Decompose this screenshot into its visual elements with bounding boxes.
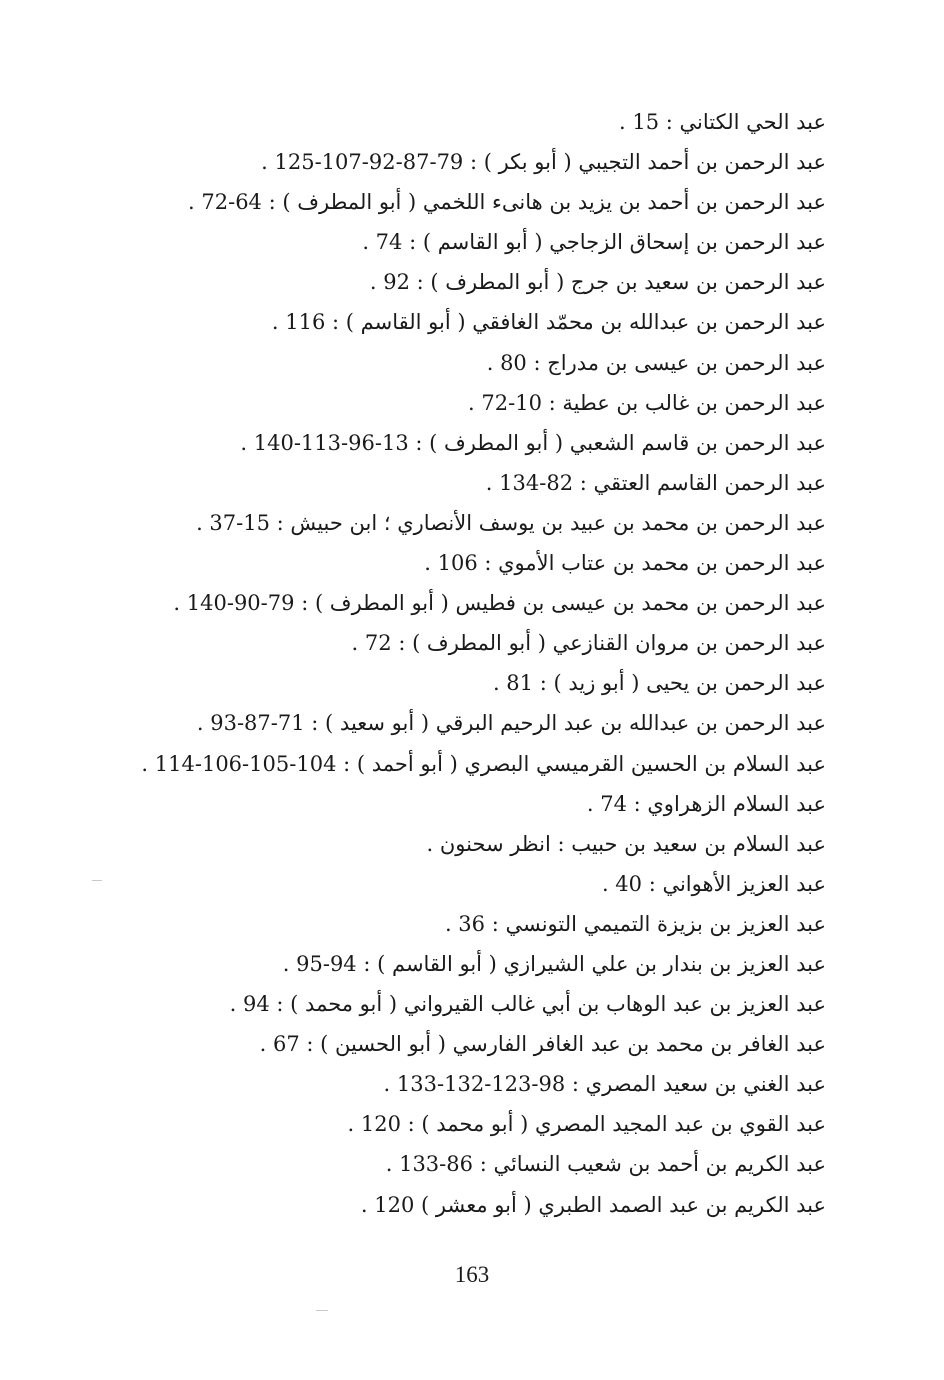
index-entry: عبد السلام الزهراوي : 74 . [586, 791, 826, 816]
margin-mark [316, 1310, 328, 1311]
index-entry: عبد الرحمن القاسم العتقي : 82-134 . [485, 470, 826, 495]
index-entry: عبد الرحمن بن عبدالله بن محمّد الغافقي ( أبو القاسم ) : 116 . [271, 310, 826, 335]
index-entry: عبد الرحمن بن محمد بن عيسى بن فطيس ( أبو المطرف ) : 79-90-140 . [173, 591, 826, 616]
index-entry: عبد الرحمن بن أحمد بن يزيد بن هانىء اللخمي ( أبو المطرف ) : 64-72 . [187, 190, 826, 215]
index-entry: عبد الرحمن بن عبدالله بن عبد الرحيم البرقي ( أبو سعيد ) : 71-87-93 . [196, 711, 826, 736]
index-entry: عبد الغني بن سعيد المصري : 98-123-132-133 . [383, 1072, 826, 1097]
index-entry: عبد الرحمن بن قاسم الشعبي ( أبو المطرف ) : 13-96-113-140 . [240, 430, 826, 455]
index-entry: عبد الرحمن بن مروان القنازعي ( أبو المطرف ) : 72 . [351, 631, 826, 656]
index-entry: عبد الكريم بن أحمد بن شعيب النسائي : 86-133 . [385, 1152, 826, 1177]
index-entry: عبد الرحمن بن محمد بن عتاب الأموي : 106 . [424, 551, 826, 576]
index-entry: عبد القوي بن عبد المجيد المصري ( أبو محمد ) : 120 . [347, 1112, 826, 1137]
index-entries [106, 102, 826, 1225]
index-entry: عبد العزيز بن بزيزة التميمي التونسي : 36 . [444, 911, 826, 936]
index-entry: عبد الرحمن بن عيسى بن مدراج : 80 . [486, 350, 826, 375]
index-entry: عبد الرحمن بن سعيد بن جرج ( أبو المطرف ) : 92 . [369, 270, 826, 295]
index-entry: عبد العزيز الأهواني : 40 . [601, 871, 826, 896]
index-entry: عبد الغافر بن محمد بن عبد الغافر الفارسي ( أبو الحسين ) : 67 . [259, 1032, 826, 1057]
index-entry: عبد السلام بن سعيد بن حبيب : انظر سحنون . [426, 831, 826, 856]
index-entry: عبد الحي الكتاني : 15 . [619, 110, 826, 134]
index-entry: عبد الرحمن بن أحمد التجيبي ( أبو بكر ) : 79-87-92-107-125 . [261, 150, 826, 175]
index-entry: عبد العزيز بن عبد الوهاب بن أبي غالب القيرواني ( أبو محمد ) : 94 . [229, 992, 826, 1017]
index-entry: عبد السلام بن الحسين القرميسي البصري ( أبو أحمد ) : 104-105-106-114 . [141, 751, 826, 776]
index-entry: عبد العزيز بن بندار بن علي الشيرازي ( أبو القاسم ) : 94-95 . [282, 951, 826, 976]
page-number: 163 [454, 1262, 490, 1287]
index-entry: عبد الرحمن بن إسحاق الزجاجي ( أبو القاسم ) : 74 . [362, 230, 826, 255]
index-entry: عبد الرحمن بن محمد بن عبيد بن يوسف الأنصاري ؛ ابن حبيش : 15-37 . [196, 510, 826, 535]
index-entry: عبد الرحمن بن غالب بن عطية : 10-72 . [468, 390, 826, 415]
index-entry: عبد الكريم بن عبد الصمد الطبري ( أبو معشر ) 120 . [360, 1192, 826, 1217]
margin-mark [92, 880, 102, 881]
index-entry: عبد الرحمن بن يحيى ( أبو زيد ) : 81 . [492, 671, 826, 696]
